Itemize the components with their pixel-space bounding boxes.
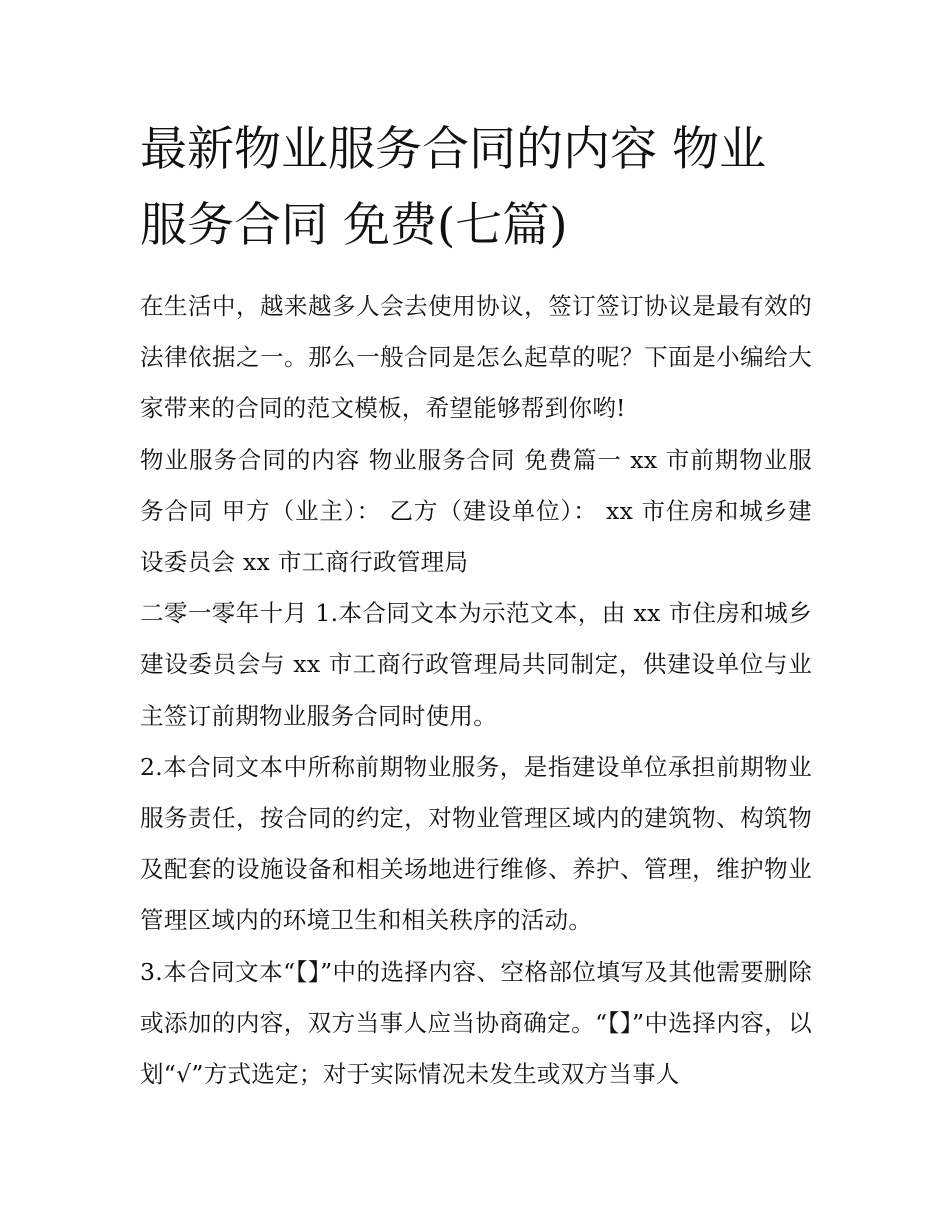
paragraph-intro: 在生活中，越来越多人会去使用协议，签订签订协议是最有效的法律依据之一。那么一般合同是怎么起草的呢？下面是小编给大家带来的合同的范文模板，希望能够帮到你哟! [140, 292, 812, 423]
paragraph-note-2: 2.本合同文本中所称前期物业服务，是指建设单位承担前期物业服务责任，按合同的约定，对物业管理区域内的建筑物、构筑物及配套的设施设备和相关场地进行维修、养护、管理，维护物业管理区域内的环境卫生和相关秩序的活动。 [140, 752, 812, 935]
paragraph-contract-header: 物业服务合同的内容 物业服务合同 免费篇一 xx 市前期物业服务合同 甲方（业主）： 乙方（建设单位）： xx 市住房和城乡建设委员会 xx 市工商行政管理局 [140, 445, 812, 577]
document-title: 最新物业服务合同的内容 物业服务合同 免费(七篇) [140, 122, 766, 253]
paragraph-note-3: 3.本合同文本“【】”中的选择内容、空格部位填写及其他需要删除或添加的内容，双方当事人应当协商确定。“【】”中选择内容，以划“√”方式选定；对于实际情况未发生或双方当事人 [140, 957, 812, 1089]
paragraph-note-1: 二零一零年十月 1.本合同文本为示范文本，由 xx 市住房和城乡建设委员会与 xx 市工商行政管理局共同制定，供建设单位与业主签订前期物业服务合同时使用。 [140, 599, 812, 730]
document-body [140, 112, 812, 1100]
